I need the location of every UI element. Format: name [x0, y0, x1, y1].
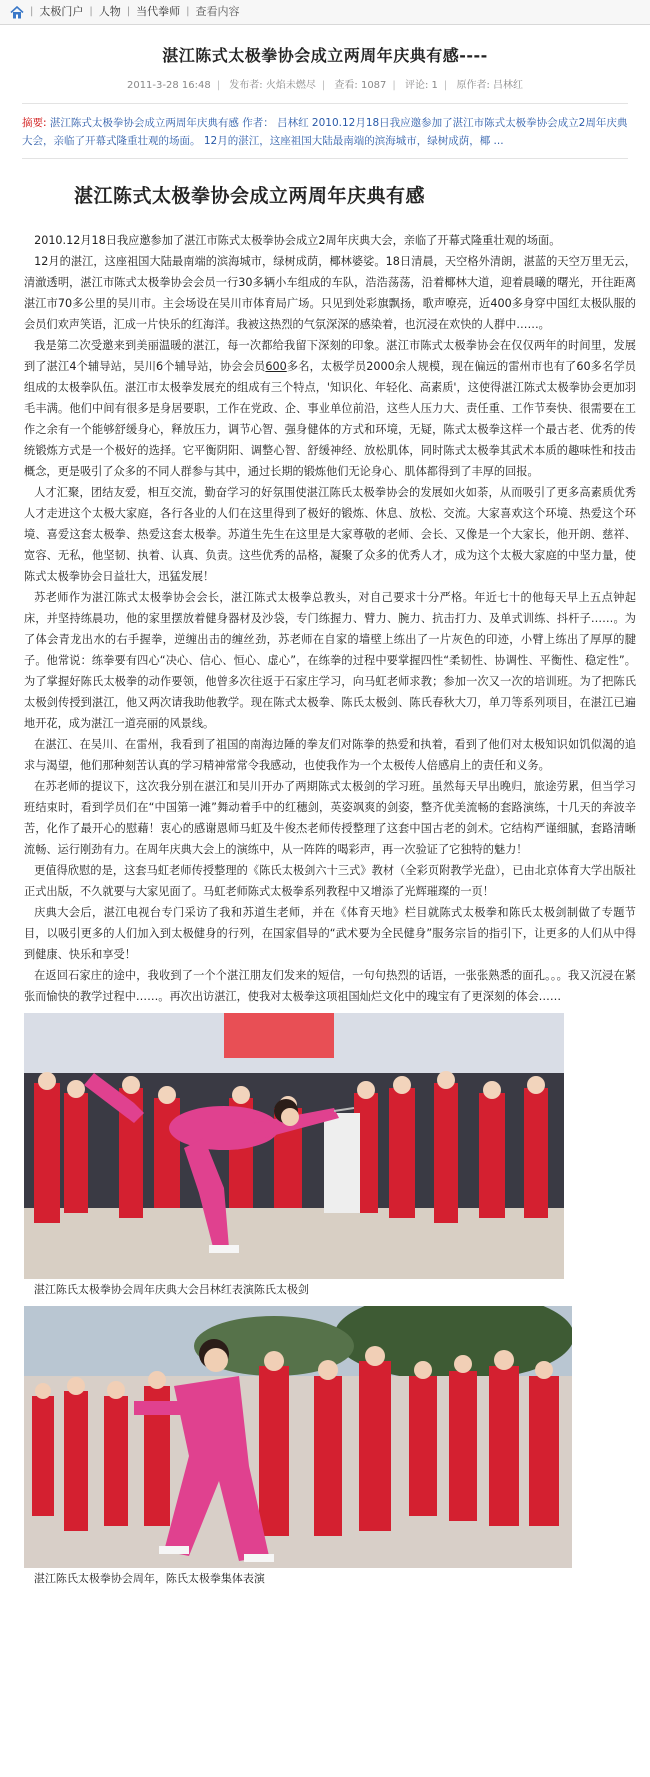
photo-sword-performance[interactable]: [24, 1013, 564, 1279]
paragraph: 12月的湛江，这座祖国大陆最南端的滨海城市，绿树成荫，椰林婆娑。18日清晨，天空格外清朗，湛蓝的天空万里无云，清澈透明，湛江市陈式太极拳协会会员一行30多辆小车组成的车队，浩浩荡荡，沿着椰林大道，迎着晨曦的曙光，开往距离湛江市70多公里的吴川市。主会场设在吴川市体育局广场。只见到处彩旗飘扬，歌声嘹亮，近400多身穿中国红太极队服的会员们欢声笑语，汇成一片快乐的红海洋。我被这热烈的气氛深深的感染着，也沉浸在欢快的人群中……。: [24, 255, 636, 331]
paragraph: 在湛江、在吴川、在雷州，我看到了祖国的南海边陲的拳友们对陈拳的热爱和执着，看到了他们对太极知识如饥似渴的追求与渴望，他们那种刻苦认真的学习精神常常令我感动，也使我作为一个太极传人倍感肩上的责任和义务。: [24, 738, 636, 772]
breadcrumb-link-masters[interactable]: 当代拳师: [136, 5, 181, 18]
paragraph: 在返回石家庄的途中，我收到了一个个湛江朋友们发来的短信，一句句热烈的话语，一张张熟悉的面孔。。。我又沉浸在紧张而愉快的教学过程中……。再次出访湛江，使我对太极拳这项祖国灿烂文化中的瑰宝有了更深刻的体会……: [24, 969, 636, 1003]
meta-views: 查看: 1087: [334, 80, 387, 91]
underlined-number: 600: [265, 360, 287, 373]
paragraph: 苏老师作为湛江陈式太极拳协会会长，湛江陈式太极拳总教头，对自己要求十分严格。年近七十的他每天早上五点钟起床，并坚持练晨功，他的家里摆放着健身器材及沙袋，专门练握力、臂力、腕力、抗击打力、及单式训练、抖杆子……。为了体会青龙出水的右手握拳，逆缠出击的缠丝劲，苏老师在自家的墙壁上练出了一片灰色的印迹，小臂上练出了厚厚的腱子。他常说：练拳要有四心“决心、信心、恒心、虚心”，在练拳的过程中要掌握四性“柔韧性、协调性、平衡性、稳定性”。为了掌握好陈氏太极拳的动作要领，他曾多次往返于石家庄学习，向马虹老师求教；参加一次又一次的培训班。为了把陈氏太极剑传授到湛江，他又两次请我助他教学。现在陈式太极拳、陈氏太极剑、陈氏春秋大刀，单刀等系列项目，在湛江已遍地开花，成为湛江一道亮丽的风景线。: [24, 591, 636, 730]
breadcrumb-separator-icon: |: [186, 6, 190, 17]
photo-group-performance[interactable]: [24, 1306, 572, 1568]
content-heading: 湛江陈式太极拳协会成立两周年庆典有感: [74, 185, 426, 207]
breadcrumb-separator-icon: |: [89, 6, 93, 17]
breadcrumb-link-people[interactable]: 人物: [98, 5, 121, 18]
breadcrumb: [0, 0, 650, 25]
photo-sword-performance-image: [24, 1013, 564, 1279]
breadcrumb-separator-icon: |: [30, 6, 34, 17]
article-meta: 2011-3-28 16:48 | 发布者: 火焰未燃尽 | 查看: 1087 | 评论: 1 | 原作者: 吕林红: [126, 80, 524, 91]
article-title: 湛江陈式太极拳协会成立两周年庆典有感----: [162, 46, 488, 65]
photo-group-performance-image: [24, 1306, 572, 1568]
abstract-text: 湛江陈式太极拳协会成立两周年庆典有感 作者： 吕林红 2010.12月18日我应邀参加了湛江市陈式太极拳协会成立2周年庆典大会，亲临了开幕式隆重壮观的场面。 12月的湛江，这座祖国大陆最南端的滨海城市，绿树成荫，椰 ...: [22, 117, 628, 147]
article-body: [24, 230, 636, 1589]
photo-caption: 湛江陈氏太极拳协会周年庆典大会吕林红表演陈氏太极剑: [33, 1283, 309, 1296]
breadcrumb-link-portal[interactable]: 太极门户: [39, 5, 84, 18]
meta-date: 2011-3-28 16:48: [126, 80, 211, 91]
paragraph: 2010.12月18日我应邀参加了湛江市陈式太极拳协会成立2周年庆典大会，亲临了开幕式隆重壮观的场面。: [34, 234, 561, 247]
divider: [22, 158, 628, 159]
meta-author: 原作者: 吕林红: [456, 80, 524, 91]
article-abstract: [22, 114, 628, 150]
home-icon[interactable]: [10, 6, 24, 19]
meta-publisher[interactable]: 发布者: 火焰未燃尽: [229, 80, 316, 91]
paragraph: 人才汇聚，团结友爱，相互交流，勤奋学习的好氛围使湛江陈氏太极拳协会的发展如火如荼，从而吸引了更多高素质优秀人才走进这个太极大家庭，各行各业的人们在这里得到了极好的锻炼、休息、放松、交流。大家喜欢这个环境、热爱这个环境、喜爱这套太极拳、热爱这套太极拳。苏道生先生在这里是大家尊敬的老师、会长、又像是一个大家长，他开朗、慈祥、宽容、无私，他坚韧、执着、认真、负责。这些优秀的品格，凝聚了众多的优秀人才，成为这个太极大家庭的中坚力量，使陈式太极拳协会日益壮大，迅猛发展！: [24, 486, 636, 583]
breadcrumb-separator-icon: |: [126, 6, 131, 17]
abstract-label: 摘要:: [22, 117, 47, 129]
paragraph: 庆典大会后，湛江电视台专门采访了我和苏道生老师，并在《体育天地》栏目就陈式太极拳和陈氏太极剑制做了专题节目，以吸引更多的人们加入到太极健身的行列，在国家倡导的“武术要为全民健身”服务宗旨的指引下，让更多的人们从中得到健康、快乐和享受！: [24, 906, 636, 961]
photo-caption: 湛江陈氏太极拳协会周年，陈氏太极拳集体表演: [33, 1572, 265, 1585]
divider: [22, 103, 628, 104]
meta-comments[interactable]: 评论: 1: [404, 80, 438, 91]
paragraph: 我是第二次受邀来到美丽温暖的湛江，每一次都给我留下深刻的印象。湛江市陈式太极拳协会在仅仅两年的时间里，发展到了湛江4个辅导站，吴川6个辅导站，协会会员600多名，太极学员2000余人规模，现在偏远的雷州市也有了60多名学员组成的太极拳队伍。湛江市太极拳发展充的组成有三个特点，'知识化、年轻化、高素质'，这使得湛江陈式太极拳协会更加羽毛丰满。他们中间有很多是身居要职，工作在党政、企、事业单位前沿，这些人压力大、责任重、工作节奏快、很需要在工作之余有一个能够舒缓身心，释放压力，调节心智、强身健体的方式和环境，无疑，陈式太极拳这样一个最古老、优秀的传统锻炼方式是一个极好的选择。它平衡阴阳、调整心智、舒缓神经、放松肌体，同时陈式太极拳其武术本质的趣味性和技击概念，更是吸引了众多的不同人群参与其中，通过长期的锻炼他们无论身心、肌体都得到了丰厚的回报。: [24, 339, 636, 478]
paragraph: 更值得欣慰的是，这套马虹老师传授整理的《陈氏太极剑六十三式》教材（全彩页附教学光盘），已由北京体育大学出版社正式出版，不久就要与大家见面了。马虹老师陈式太极拳系列教程中又增添了光辉璀璨的一页！: [24, 864, 636, 898]
paragraph: 在苏老师的提议下，这次我分别在湛江和吴川开办了两期陈式太极剑的学习班。虽然每天早出晚归，旅途劳累，但当学习班结束时，看到学员们在“中国第一滩”舞动着手中的红穗剑，英姿飒爽的剑姿，整齐优美流畅的套路演练，十几天的奔波辛苦，化作了最开心的慰藉！衷心的感谢恩师马虹及牛俊杰老师传授整理了这套中国古老的剑术。它结构严谨细腻，套路清晰流畅、运行刚劲有力。在周年庆典大会上的演练中，从一阵阵的喝彩声，再一次验证了它独特的魅力！: [24, 780, 636, 856]
breadcrumb-current: 查看内容: [195, 5, 240, 18]
